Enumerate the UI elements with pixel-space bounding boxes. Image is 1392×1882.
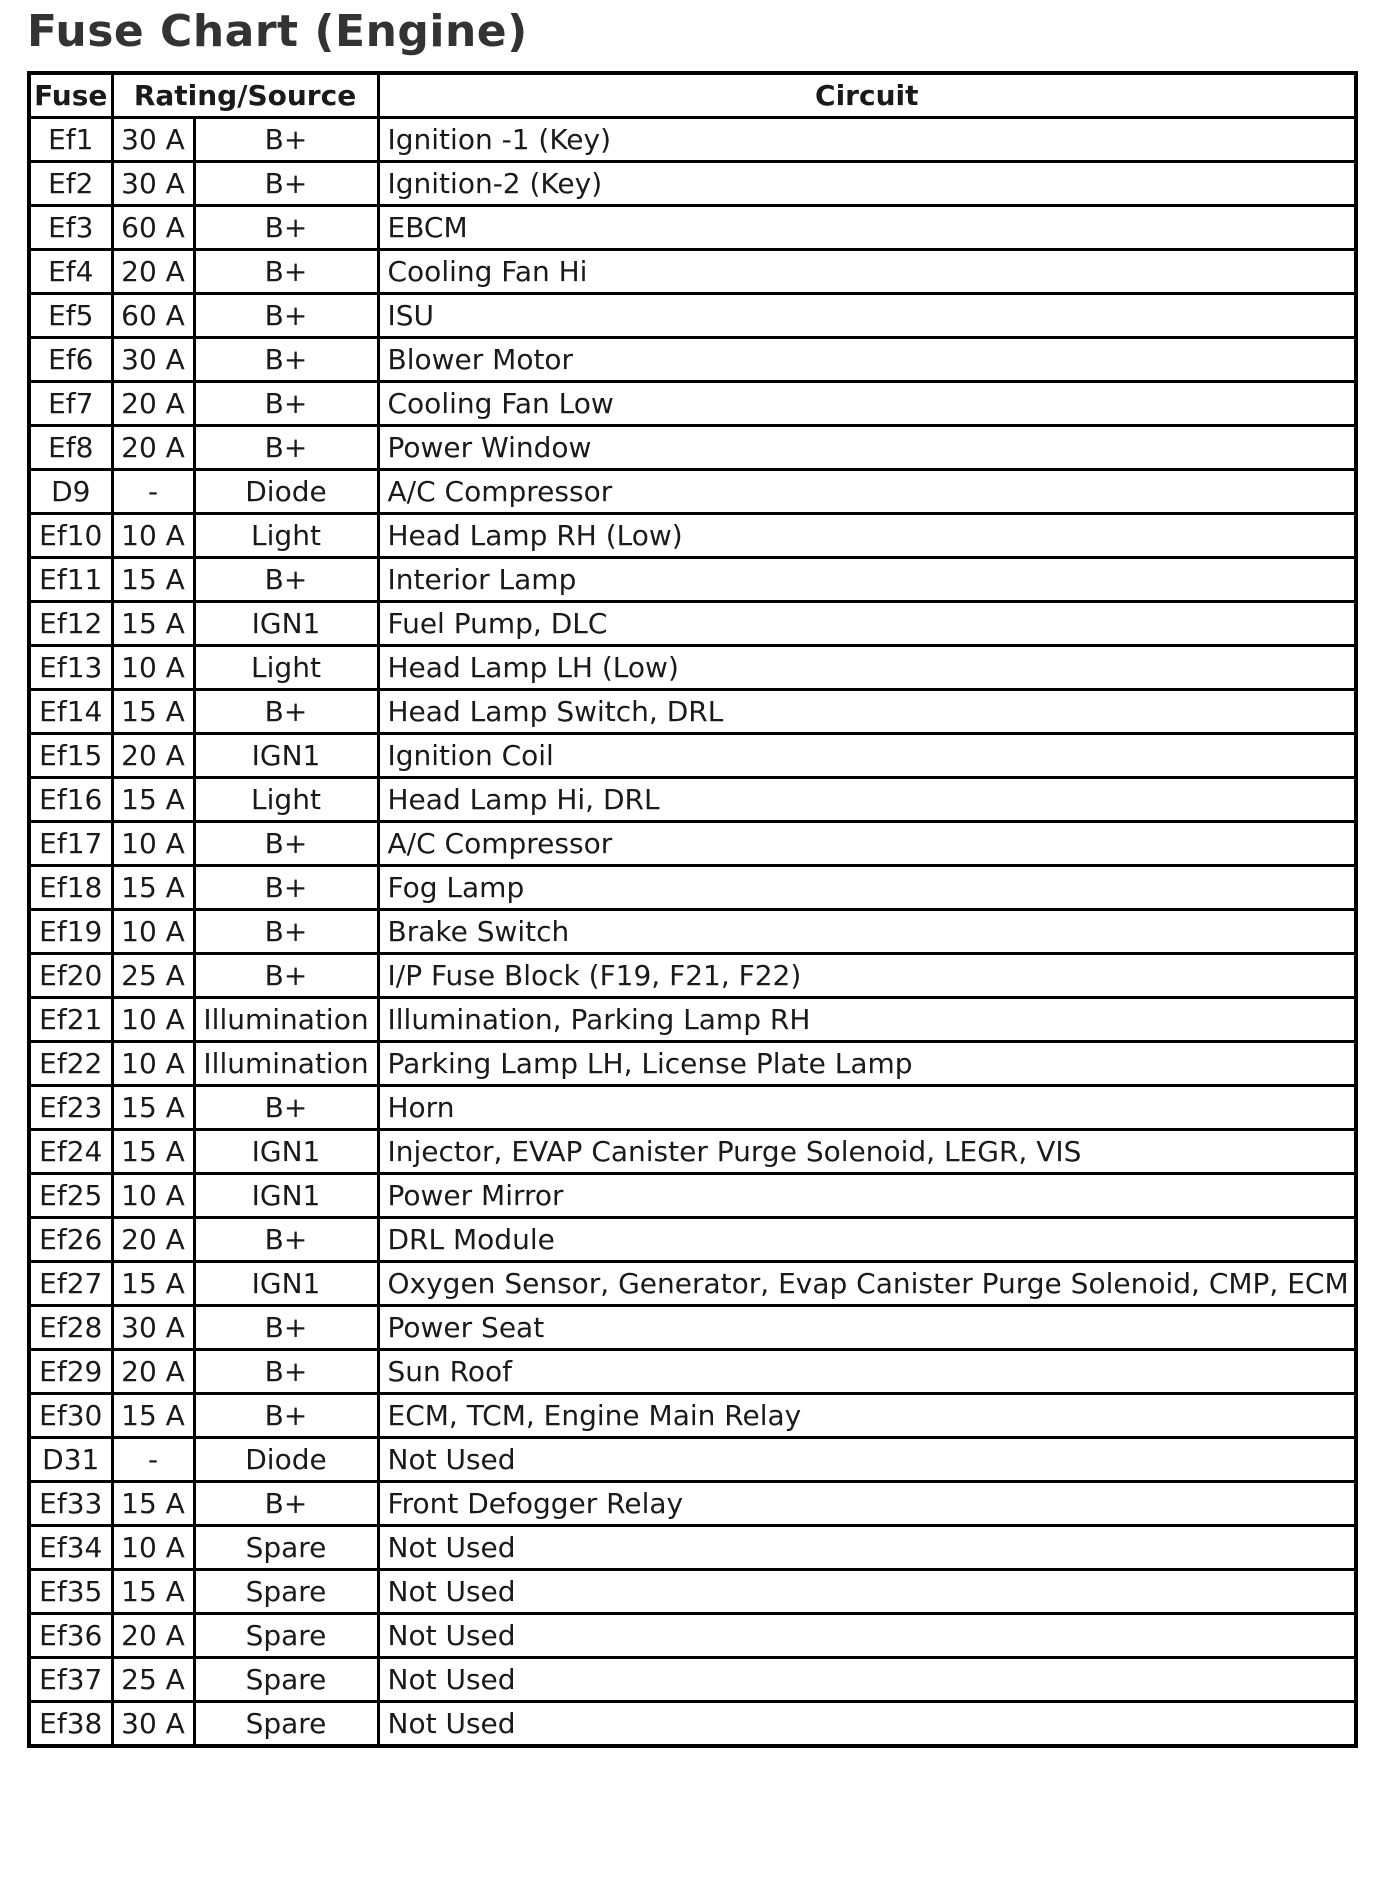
circuit-cell: Not Used <box>378 1526 1356 1570</box>
circuit-cell: Head Lamp Hi, DRL <box>378 778 1356 822</box>
fuse-cell: Ef4 <box>29 250 112 294</box>
fuse-cell: Ef2 <box>29 162 112 206</box>
circuit-cell: Head Lamp RH (Low) <box>378 514 1356 558</box>
fuse-cell: Ef15 <box>29 734 112 778</box>
circuit-cell: EBCM <box>378 206 1356 250</box>
table-row <box>29 1394 1356 1438</box>
rating-cell: 30 A <box>112 338 194 382</box>
source-cell: Light <box>194 514 378 558</box>
table-row <box>29 470 1356 514</box>
rating-cell: - <box>112 1438 194 1482</box>
fuse-cell: Ef27 <box>29 1262 112 1306</box>
rating-cell: - <box>112 470 194 514</box>
circuit-cell: Not Used <box>378 1438 1356 1482</box>
fuse-cell: D9 <box>29 470 112 514</box>
fuse-cell: Ef29 <box>29 1350 112 1394</box>
source-cell: Diode <box>194 470 378 514</box>
circuit-cell: Fog Lamp <box>378 866 1356 910</box>
rating-cell: 15 A <box>112 1086 194 1130</box>
rating-cell: 30 A <box>112 162 194 206</box>
circuit-cell: Not Used <box>378 1658 1356 1702</box>
circuit-cell: Illumination, Parking Lamp RH <box>378 998 1356 1042</box>
fuse-cell: Ef34 <box>29 1526 112 1570</box>
rating-cell: 15 A <box>112 1130 194 1174</box>
circuit-cell: Not Used <box>378 1702 1356 1747</box>
source-cell: Diode <box>194 1438 378 1482</box>
circuit-cell: Cooling Fan Low <box>378 382 1356 426</box>
rating-cell: 15 A <box>112 690 194 734</box>
circuit-cell: Not Used <box>378 1614 1356 1658</box>
fuse-cell: Ef24 <box>29 1130 112 1174</box>
source-cell: B+ <box>194 162 378 206</box>
circuit-cell: A/C Compressor <box>378 822 1356 866</box>
table-row <box>29 1306 1356 1350</box>
rating-cell: 10 A <box>112 646 194 690</box>
circuit-cell: Horn <box>378 1086 1356 1130</box>
fuse-cell: Ef14 <box>29 690 112 734</box>
rating-cell: 30 A <box>112 1702 194 1747</box>
source-cell: Light <box>194 778 378 822</box>
circuit-cell: I/P Fuse Block (F19, F21, F22) <box>378 954 1356 998</box>
source-cell: B+ <box>194 250 378 294</box>
rating-cell: 60 A <box>112 294 194 338</box>
fuse-cell: Ef5 <box>29 294 112 338</box>
source-cell: Illumination <box>194 998 378 1042</box>
table-row <box>29 1130 1356 1174</box>
fuse-cell: Ef13 <box>29 646 112 690</box>
table-row <box>29 866 1356 910</box>
fuse-cell: Ef3 <box>29 206 112 250</box>
rating-cell: 15 A <box>112 1394 194 1438</box>
rating-cell: 15 A <box>112 778 194 822</box>
source-cell: IGN1 <box>194 1262 378 1306</box>
rating-cell: 25 A <box>112 1658 194 1702</box>
fuse-cell: Ef11 <box>29 558 112 602</box>
fuse-chart-table <box>27 71 1358 1748</box>
table-row <box>29 1702 1356 1747</box>
fuse-cell: Ef22 <box>29 1042 112 1086</box>
rating-cell: 20 A <box>112 1218 194 1262</box>
rating-cell: 20 A <box>112 426 194 470</box>
rating-cell: 20 A <box>112 734 194 778</box>
source-cell: B+ <box>194 1086 378 1130</box>
source-cell: B+ <box>194 1218 378 1262</box>
circuit-cell: Ignition-2 (Key) <box>378 162 1356 206</box>
table-row <box>29 1218 1356 1262</box>
circuit-cell: Blower Motor <box>378 338 1356 382</box>
page-title: Fuse Chart (Engine) <box>27 6 528 57</box>
circuit-cell: Front Defogger Relay <box>378 1482 1356 1526</box>
rating-cell: 15 A <box>112 1262 194 1306</box>
fuse-cell: Ef28 <box>29 1306 112 1350</box>
rating-cell: 15 A <box>112 1482 194 1526</box>
table-row <box>29 162 1356 206</box>
table-row <box>29 1614 1356 1658</box>
table-row <box>29 118 1356 162</box>
source-cell: IGN1 <box>194 1130 378 1174</box>
fuse-cell: Ef10 <box>29 514 112 558</box>
source-cell: Spare <box>194 1570 378 1614</box>
rating-cell: 10 A <box>112 1042 194 1086</box>
source-cell: Spare <box>194 1658 378 1702</box>
fuse-cell: Ef17 <box>29 822 112 866</box>
source-cell: B+ <box>194 382 378 426</box>
source-cell: B+ <box>194 1350 378 1394</box>
fuse-cell: Ef18 <box>29 866 112 910</box>
source-cell: IGN1 <box>194 734 378 778</box>
table-row <box>29 382 1356 426</box>
fuse-cell: Ef21 <box>29 998 112 1042</box>
table-row <box>29 338 1356 382</box>
source-cell: B+ <box>194 690 378 734</box>
source-cell: B+ <box>194 426 378 470</box>
table-row <box>29 1262 1356 1306</box>
rating-cell: 10 A <box>112 514 194 558</box>
circuit-cell: Fuel Pump, DLC <box>378 602 1356 646</box>
rating-cell: 10 A <box>112 1174 194 1218</box>
rating-cell: 20 A <box>112 250 194 294</box>
source-cell: Illumination <box>194 1042 378 1086</box>
circuit-cell: Power Mirror <box>378 1174 1356 1218</box>
header-fuse: Fuse <box>29 73 112 118</box>
source-cell: B+ <box>194 866 378 910</box>
source-cell: B+ <box>194 558 378 602</box>
fuse-cell: Ef30 <box>29 1394 112 1438</box>
circuit-cell: Ignition Coil <box>378 734 1356 778</box>
header-circuit: Circuit <box>378 73 1356 118</box>
source-cell: B+ <box>194 954 378 998</box>
source-cell: IGN1 <box>194 1174 378 1218</box>
source-cell: Spare <box>194 1614 378 1658</box>
table-row <box>29 646 1356 690</box>
circuit-cell: ISU <box>378 294 1356 338</box>
table-row <box>29 294 1356 338</box>
table-row <box>29 514 1356 558</box>
circuit-cell: Parking Lamp LH, License Plate Lamp <box>378 1042 1356 1086</box>
table-row <box>29 1438 1356 1482</box>
table-row <box>29 690 1356 734</box>
source-cell: B+ <box>194 822 378 866</box>
rating-cell: 15 A <box>112 558 194 602</box>
source-cell: Spare <box>194 1526 378 1570</box>
table-row <box>29 822 1356 866</box>
circuit-cell: Head Lamp LH (Low) <box>378 646 1356 690</box>
source-cell: B+ <box>194 118 378 162</box>
table-row <box>29 778 1356 822</box>
fuse-cell: Ef36 <box>29 1614 112 1658</box>
table-row <box>29 1042 1356 1086</box>
table-row <box>29 1526 1356 1570</box>
fuse-cell: Ef38 <box>29 1702 112 1747</box>
fuse-cell: D31 <box>29 1438 112 1482</box>
circuit-cell: Head Lamp Switch, DRL <box>378 690 1356 734</box>
source-cell: B+ <box>194 1482 378 1526</box>
source-cell: Spare <box>194 1702 378 1747</box>
circuit-cell: A/C Compressor <box>378 470 1356 514</box>
circuit-cell: Ignition -1 (Key) <box>378 118 1356 162</box>
table-row <box>29 426 1356 470</box>
rating-cell: 10 A <box>112 1526 194 1570</box>
table-row <box>29 250 1356 294</box>
source-cell: B+ <box>194 338 378 382</box>
table-row <box>29 954 1356 998</box>
table-row <box>29 1174 1356 1218</box>
table-row <box>29 558 1356 602</box>
source-cell: B+ <box>194 294 378 338</box>
fuse-cell: Ef26 <box>29 1218 112 1262</box>
fuse-cell: Ef20 <box>29 954 112 998</box>
fuse-cell: Ef23 <box>29 1086 112 1130</box>
rating-cell: 15 A <box>112 1570 194 1614</box>
table-row <box>29 734 1356 778</box>
table-row <box>29 910 1356 954</box>
fuse-cell: Ef35 <box>29 1570 112 1614</box>
rating-cell: 30 A <box>112 118 194 162</box>
circuit-cell: ECM, TCM, Engine Main Relay <box>378 1394 1356 1438</box>
fuse-cell: Ef25 <box>29 1174 112 1218</box>
fuse-cell: Ef12 <box>29 602 112 646</box>
source-cell: Light <box>194 646 378 690</box>
table-row <box>29 1086 1356 1130</box>
source-cell: B+ <box>194 910 378 954</box>
source-cell: B+ <box>194 206 378 250</box>
circuit-cell: Sun Roof <box>378 1350 1356 1394</box>
fuse-cell: Ef19 <box>29 910 112 954</box>
fuse-cell: Ef7 <box>29 382 112 426</box>
circuit-cell: Power Seat <box>378 1306 1356 1350</box>
fuse-cell: Ef16 <box>29 778 112 822</box>
source-cell: IGN1 <box>194 602 378 646</box>
table-row <box>29 1658 1356 1702</box>
rating-cell: 20 A <box>112 1350 194 1394</box>
rating-cell: 25 A <box>112 954 194 998</box>
circuit-cell: Power Window <box>378 426 1356 470</box>
circuit-cell: Cooling Fan Hi <box>378 250 1356 294</box>
source-cell: B+ <box>194 1306 378 1350</box>
fuse-cell: Ef8 <box>29 426 112 470</box>
circuit-cell: Interior Lamp <box>378 558 1356 602</box>
table-header-row <box>29 73 1356 118</box>
rating-cell: 10 A <box>112 910 194 954</box>
header-rating-source: Rating/Source <box>112 73 378 118</box>
rating-cell: 20 A <box>112 382 194 426</box>
table-row <box>29 1570 1356 1614</box>
rating-cell: 10 A <box>112 998 194 1042</box>
circuit-cell: Oxygen Sensor, Generator, Evap Canister Purge Solenoid, CMP, ECM <box>378 1262 1356 1306</box>
rating-cell: 20 A <box>112 1614 194 1658</box>
rating-cell: 60 A <box>112 206 194 250</box>
table-row <box>29 998 1356 1042</box>
rating-cell: 15 A <box>112 866 194 910</box>
table-row <box>29 1350 1356 1394</box>
table-row <box>29 602 1356 646</box>
rating-cell: 30 A <box>112 1306 194 1350</box>
circuit-cell: Not Used <box>378 1570 1356 1614</box>
circuit-cell: Brake Switch <box>378 910 1356 954</box>
source-cell: B+ <box>194 1394 378 1438</box>
table-body <box>29 118 1356 1747</box>
circuit-cell: DRL Module <box>378 1218 1356 1262</box>
fuse-cell: Ef1 <box>29 118 112 162</box>
rating-cell: 10 A <box>112 822 194 866</box>
table-row <box>29 1482 1356 1526</box>
rating-cell: 15 A <box>112 602 194 646</box>
table-row <box>29 206 1356 250</box>
fuse-cell: Ef33 <box>29 1482 112 1526</box>
fuse-cell: Ef6 <box>29 338 112 382</box>
circuit-cell: Injector, EVAP Canister Purge Solenoid, LEGR, VIS <box>378 1130 1356 1174</box>
fuse-cell: Ef37 <box>29 1658 112 1702</box>
